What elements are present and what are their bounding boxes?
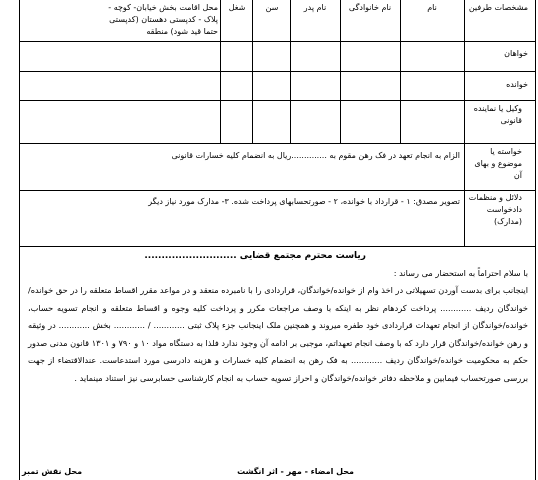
row-defendant: خوانده [506, 80, 528, 89]
header-age: سن [265, 3, 279, 12]
column-divider [290, 0, 291, 143]
letter-salutation: با سلام احتراماً به استحضار می رساند : [393, 268, 528, 278]
evidence-label: دلائل و منظمات دادخواست (مدارک) [468, 193, 522, 226]
form-frame [19, 0, 536, 480]
header-last-name: نام خانوادگی [348, 3, 392, 12]
header-residence: محل اقامت بخش خیابان- کوچه - پلاک - کدپستی دهستان (کدپستی حتما قید شود) منطقه [108, 3, 218, 36]
column-divider [252, 0, 253, 143]
letter-heading: ریاست محترم مجتمع قضایی ........................... [144, 251, 366, 261]
letter-body-text: اینجانب برای بدست آوردن تسهیلاتی در اخذ وام از خوانده/خواندگان، قراردادی را با نامبرده منعقد و در مواعد مقرر اقساط متعلقه را در حق خوانده/خواندگان ردیف ............ پرداخت کردهام نظر به اینکه با وصف مراجعات مکرر و پرداخت کلیه وجوه و اقساط متعلقه و انجام تسویه حساب، خوانده/خواندگان از انجام تعهدات قراردادی خود طفره میروند و همچنین ملک اینجانب جزء پلاک ثبتی ............ / ............ بخش ............ در وثیقه و رهن خوانده/خواندگان قرار دارد که با وصف انجام تعهداتم، موجبی بر ادامه آن وجود ندارد فلذا به دستگاه مواد ۱۰ و ۷۹۰ و ۱۳۰۱ قانون مدنی صدور حکم به محکومیت خوانده/خواندگان ردیف ............ به فک رهن به انضمام کلیه خسارات و هزینه دادرسی مورد استدعاست. عندالاقتضاء از جهت بررسی صورتحساب فیمابین و ملاحظه دفاتر خوانده/خواندگان و احراز تسویه حساب به انجام کارشناسی حسابرسی نیز استناد مینماید . [28, 285, 528, 383]
stamp-label: محل نقش تمبر [22, 467, 83, 476]
row-divider [19, 41, 536, 42]
claim-text: الزام به انجام تعهد در فک رهن مقوم به ..............ریال به انضمام کلیه خسارات قانونی [171, 151, 460, 160]
header-father-name: نام پدر [303, 3, 327, 12]
row-divider [19, 190, 536, 191]
letter-body [28, 282, 528, 387]
label-column-divider [464, 0, 465, 246]
evidence-text: تصویر مصدق: ۱ - قرارداد با خوانده، ۲ - صورتحسابهای پرداخت شده. ۳- مدارک مورد نیاز دیگر [148, 197, 460, 206]
row-divider [19, 143, 536, 144]
header-parties: مشخصات طرفین [468, 3, 528, 12]
claim-label: خواسته یا موضوع و بهای آن [474, 147, 522, 180]
row-divider [19, 246, 536, 247]
row-divider [19, 71, 536, 72]
header-first-name: نام [427, 3, 437, 12]
header-job: شغل [228, 3, 246, 12]
signature-label: محل امضاء - مهر - اثر انگشت [237, 467, 354, 476]
row-attorney: وکیل یا نماینده قانونی [473, 104, 522, 125]
column-divider [220, 0, 221, 143]
row-plaintiff: خواهان [504, 49, 528, 58]
row-divider [19, 100, 536, 101]
column-divider [400, 0, 401, 143]
column-divider [340, 0, 341, 143]
